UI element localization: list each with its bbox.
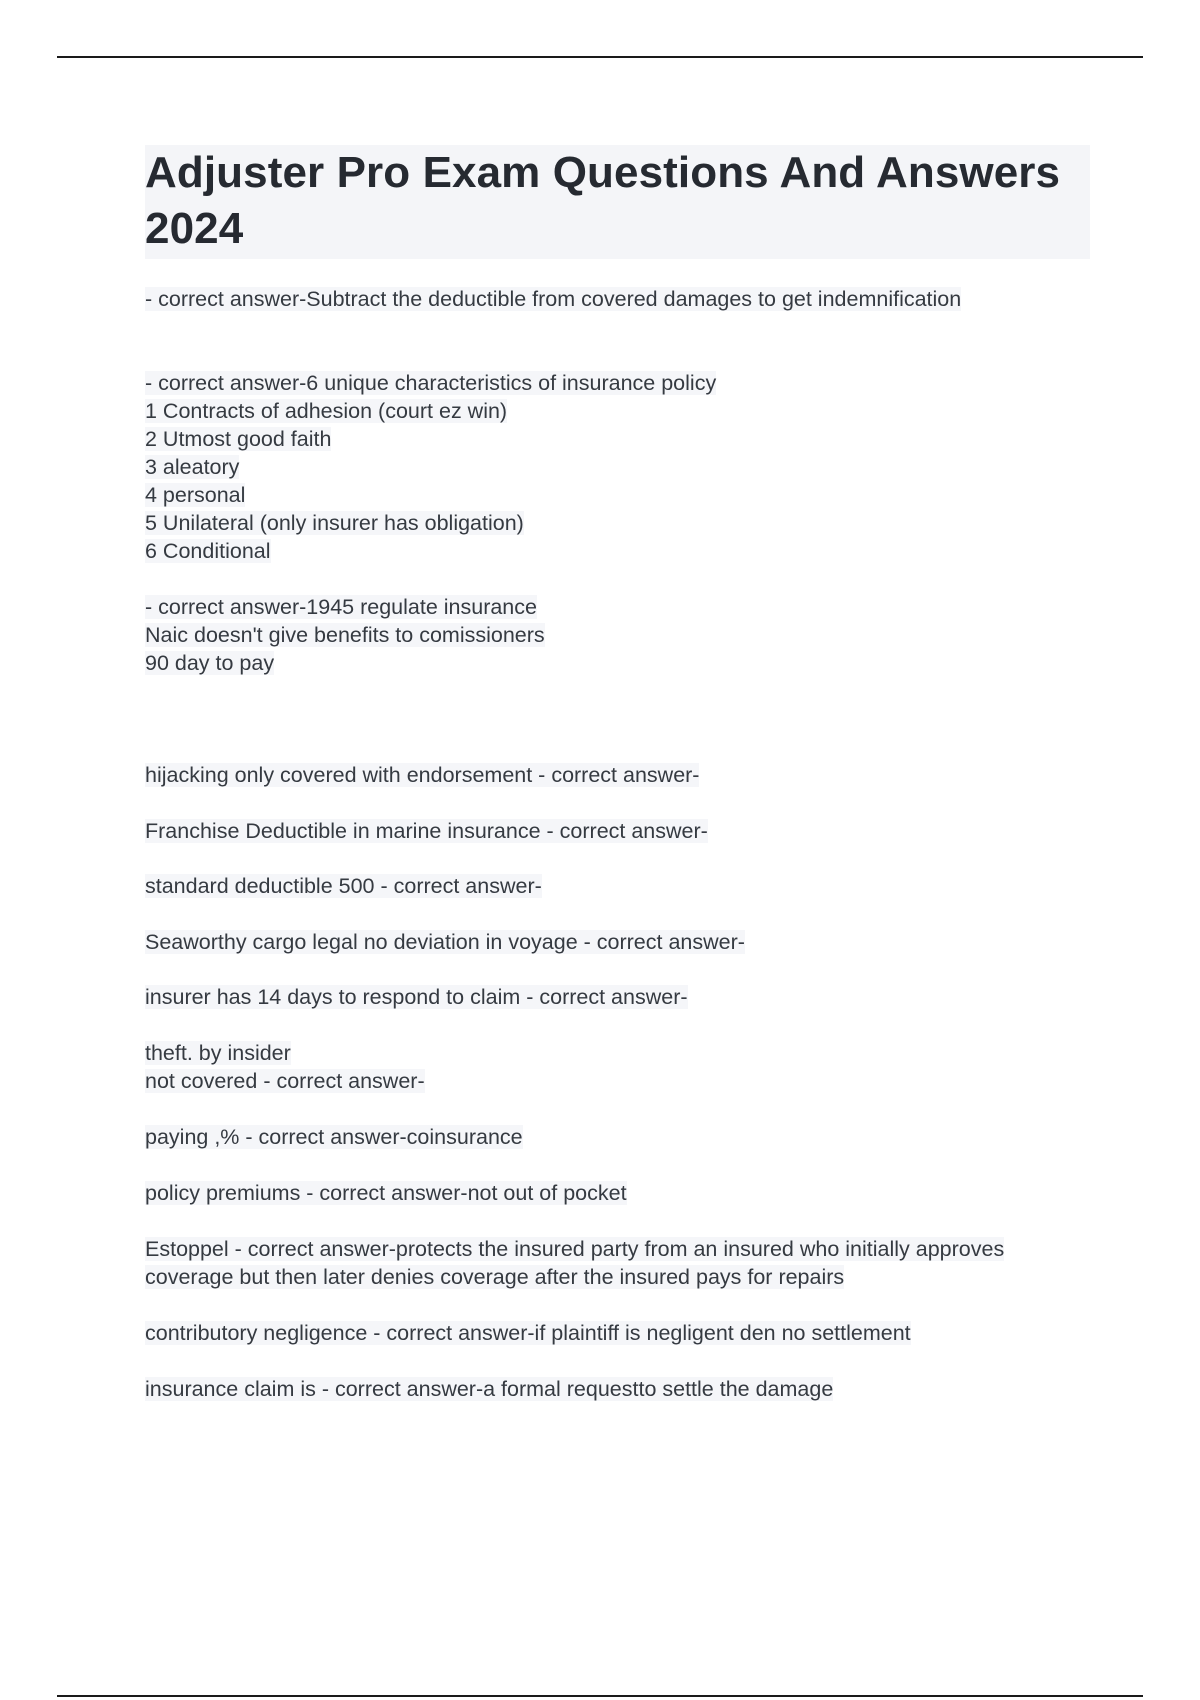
qa-item <box>145 1319 1090 1347</box>
qa-item <box>145 817 1090 845</box>
qa-text: policy premiums - correct answer-not out of pocket <box>145 1181 627 1205</box>
qa-item <box>145 1039 1090 1095</box>
qa-item <box>145 1375 1090 1403</box>
qa-text: paying ,% - correct answer-coinsurance <box>145 1125 523 1149</box>
qa-list <box>145 285 1090 1403</box>
qa-text: - correct answer-1945 regulate insurance Naic doesn't give benefits to comissioners 90 day to pay <box>145 595 545 675</box>
qa-item <box>145 1123 1090 1151</box>
qa-item <box>145 928 1090 956</box>
qa-item <box>145 1179 1090 1207</box>
qa-item <box>145 983 1090 1011</box>
document-body <box>145 145 1090 1403</box>
qa-text: hijacking only covered with endorsement - correct answer- <box>145 763 700 787</box>
qa-item <box>145 761 1090 789</box>
qa-text: insurer has 14 days to respond to claim - correct answer- <box>145 985 688 1009</box>
qa-item <box>145 872 1090 900</box>
bottom-rule <box>57 1695 1143 1697</box>
qa-item <box>145 285 1090 313</box>
qa-text: standard deductible 500 - correct answer- <box>145 874 542 898</box>
qa-text: Franchise Deductible in marine insurance - correct answer- <box>145 819 708 843</box>
qa-text: theft. by insider not covered - correct answer- <box>145 1041 425 1093</box>
qa-text: - correct answer-6 unique characteristics of insurance policy 1 Contracts of adhesion (court ez win) 2 Utmost good faith 3 aleatory 4 personal 5 Unilateral (only insurer has obligation) 6 Conditional <box>145 371 717 563</box>
title-band <box>145 145 1090 259</box>
document-title: Adjuster Pro Exam Questions And Answers 2024 <box>145 148 1061 253</box>
qa-text: Seaworthy cargo legal no deviation in voyage - correct answer- <box>145 930 745 954</box>
qa-item <box>145 593 1090 677</box>
qa-text: insurance claim is - correct answer-a formal requestto settle the damage <box>145 1377 834 1401</box>
qa-item <box>145 1235 1090 1291</box>
qa-text: - correct answer-Subtract the deductible from covered damages to get indemnification <box>145 287 962 311</box>
top-rule <box>57 56 1143 58</box>
qa-text: contributory negligence - correct answer-if plaintiff is negligent den no settlement <box>145 1321 911 1345</box>
qa-text: Estoppel - correct answer-protects the insured party from an insured who initially approves coverage but then later denies coverage after the insured pays for repairs <box>145 1237 1005 1289</box>
qa-item <box>145 369 1090 565</box>
